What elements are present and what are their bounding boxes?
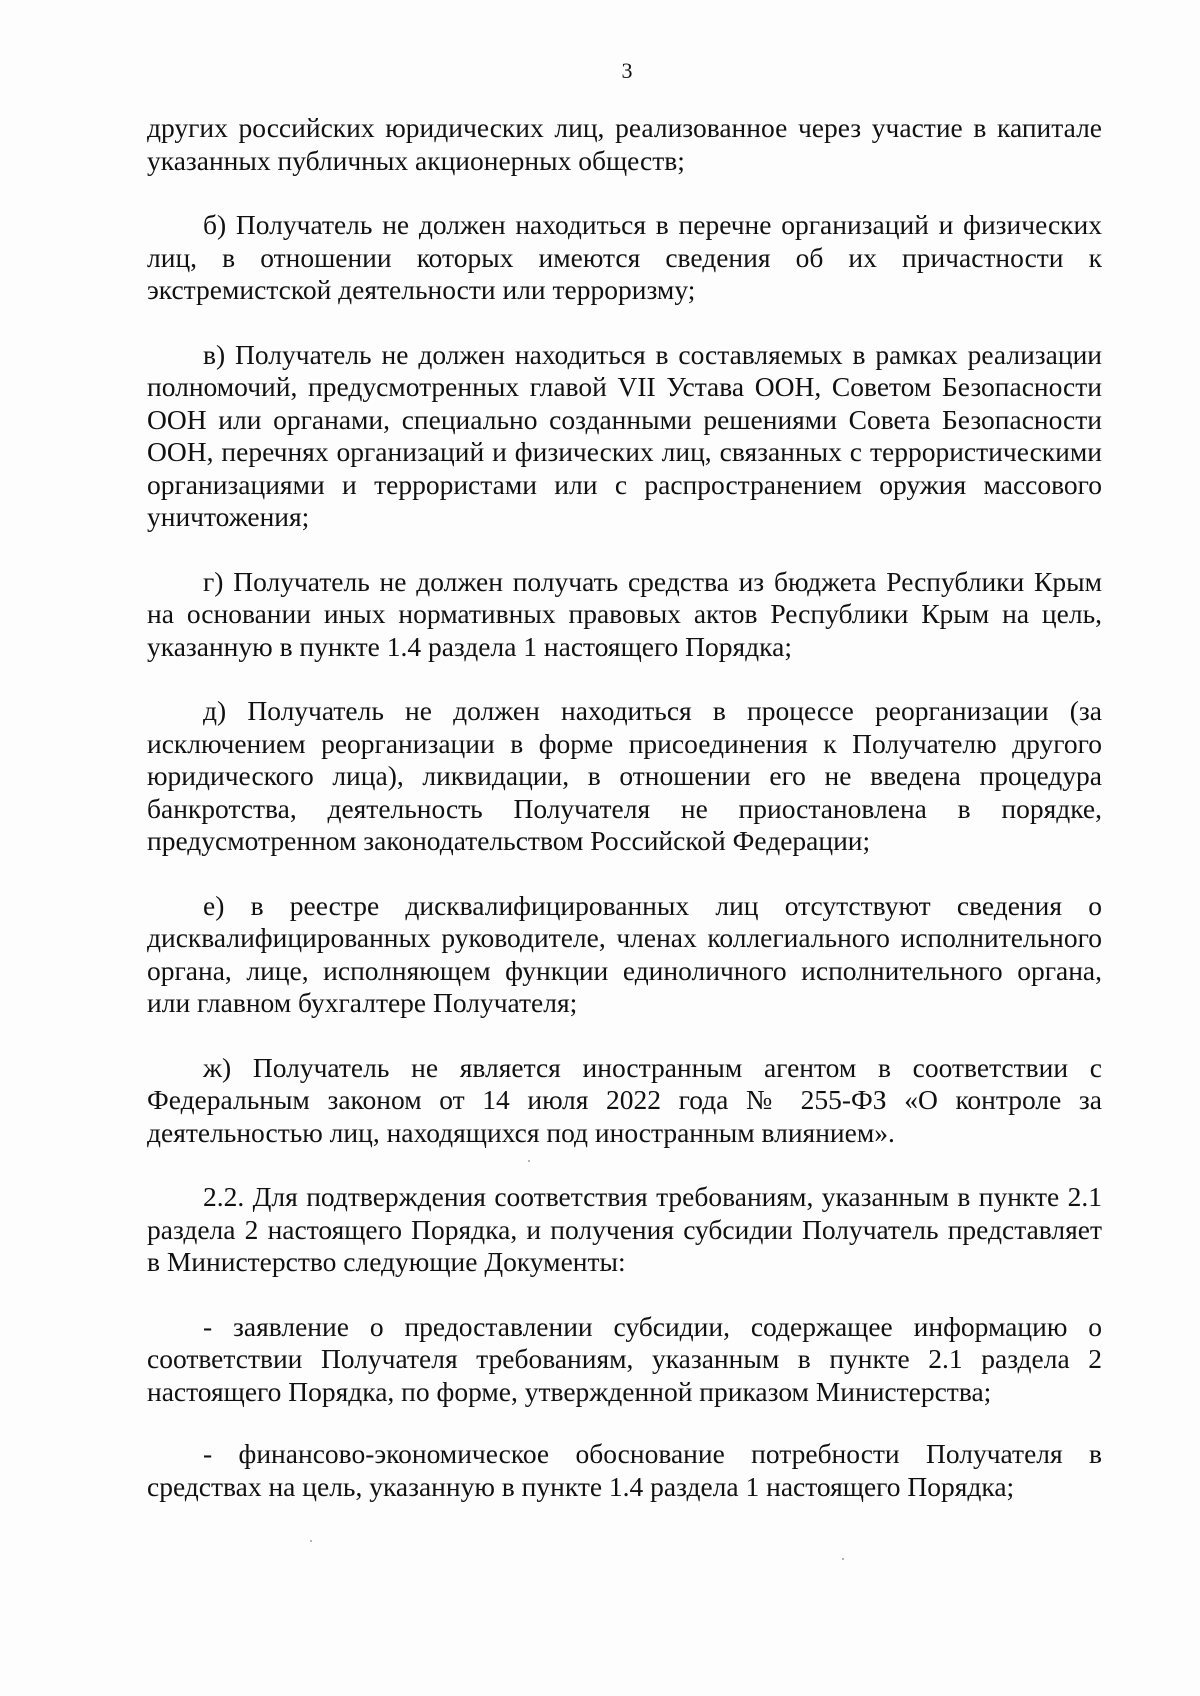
scan-speck	[842, 1558, 844, 1560]
list-item-application: - заявление о предоставлении субсидии, содержащее информацию о соответствии Получателя требованиям, указанным в пункте 2.1 раздела 2 настоящего Порядка, по форме, утвержденной приказом Министерства;	[147, 1310, 1102, 1407]
paragraph-item-e: е) в реестре дисквалифицированных лиц отсутствуют сведения о дисквалифицированных руководителе, членах коллегиального исполнительного органа, лице, исполняющем функции единоличного исполнительного органа, или главном бухгалтере Получателя;	[147, 889, 1102, 1018]
paragraph-2-2: 2.2. Для подтверждения соответствия требованиям, указанным в пункте 2.1 раздела 2 настоящего Порядка, и получения субсидии Получатель представляет в Министерство следующие Документы:	[147, 1181, 1102, 1277]
paragraph-item-g: г) Получатель не должен получать средства из бюджета Республики Крым на основании иных нормативных правовых актов Республики Крым на цель, указанную в пункте 1.4 раздела 1 настоящего Порядка;	[147, 565, 1102, 662]
scan-speck	[310, 1540, 312, 1542]
paragraph-continuation: других российских юридических лиц, реализованное через участие в капитале указанных публичных акционерных обществ;	[147, 112, 1102, 176]
scan-speck	[528, 1160, 530, 1162]
list-item-financial-justification: - финансово-экономическое обоснование потребности Получателя в средствах на цель, указанную в пункте 1.4 раздела 1 настоящего Порядка;	[147, 1438, 1102, 1502]
paragraph-item-zh: ж) Получатель не является иностранным агентом в соответствии с Федеральным законом от 14 июля 2022 года № 255-ФЗ «О контроле за деятельностью лиц, находящихся под иностранным влиянием».	[147, 1051, 1102, 1148]
document-body	[147, 112, 1102, 1533]
paragraph-item-d: д) Получатель не должен находиться в процессе реорганизации (за исключением реорганизации в форме присоединения к Получателю другого юридического лица), ликвидации, в отношении его не введена процедура банкротства, деятельность Получателя не приостановлена в порядке, предусмотренном законодательством Российской Федерации;	[147, 695, 1102, 856]
paragraph-item-v: в) Получатель не должен находиться в составляемых в рамках реализации полномочий, предусмотренных главой VII Устава ООН, Советом Безопасности ООН или органами, специально созданными решениями Совета Безопасности ООН, перечнях организаций и физических лиц, связанных с террористическими организациями и террористами или с распространением оружия массового уничтожения;	[147, 338, 1102, 532]
page-number: 3	[621, 58, 633, 83]
paragraph-item-b: б) Получатель не должен находиться в перечне организаций и физических лиц, в отношении которых имеются сведения об их причастности к экстремистской деятельности или терроризму;	[147, 209, 1102, 305]
